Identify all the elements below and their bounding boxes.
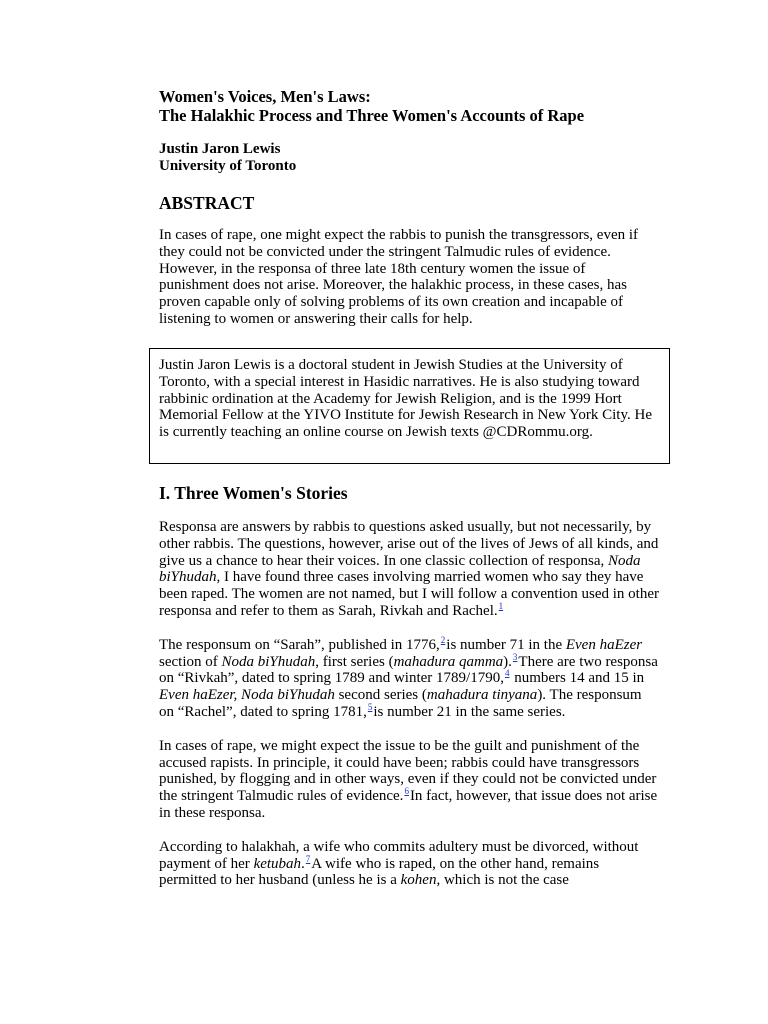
paragraph-4 xyxy=(159,839,659,889)
text: section of xyxy=(159,653,222,670)
footnote-link-6[interactable]: 6 xyxy=(404,786,409,797)
text: numbers 14 and 15 in xyxy=(510,670,645,687)
italic-text: Noda biYhudah xyxy=(221,653,316,670)
footnote-link-7[interactable]: 7 xyxy=(305,853,311,864)
paper-title-line-1: Women's Voices, Men's Laws: xyxy=(159,87,371,106)
author-name: Justin Jaron Lewis xyxy=(159,141,281,157)
text: The responsum on “Sarah”, published in 1776, xyxy=(159,636,440,653)
text: second series ( xyxy=(334,687,427,704)
text: , which is not the case xyxy=(436,872,569,889)
abstract-heading: ABSTRACT xyxy=(159,193,255,213)
italic-text: mahadura qamma xyxy=(393,653,504,670)
text: . xyxy=(301,855,305,872)
section-1 xyxy=(159,483,659,906)
author-affiliation: University of Toronto xyxy=(159,158,297,174)
footnote-link-4[interactable]: 4 xyxy=(504,668,510,679)
author-bio-box xyxy=(149,348,670,464)
section-heading: I. Three Women's Stories xyxy=(159,483,348,503)
text: , I have found three cases involving married women who say they have been raped. The women are not named, but I will follow a convention used in other responsa and refer to them as Sarah, Rivkah and Rachel. xyxy=(159,569,659,619)
paper-title-line-2: The Halakhic Process and Three Women's Accounts of Rape xyxy=(159,105,585,125)
paragraph-3 xyxy=(159,738,659,822)
text: , first series ( xyxy=(315,653,394,670)
footnote-link-3[interactable]: 3 xyxy=(512,651,518,662)
text: A wife who is raped, on the other hand, remains permitted to her husband (unless he is a xyxy=(159,855,600,889)
text: ). The responsum on “Rachel”, dated to spring 1781, xyxy=(159,687,642,720)
abstract-text: In cases of rape, one might expect the rabbis to punish the transgressors, even if they could not be convicted under the stringent Talmudic rules of evidence. However, in the responsa of three late 18th century women the issue of punishment does not arise. Moreover, the halakhic process, in these cases, has proven capable only of solving problems of its own creation and incapable of listening to women or answering their calls for help. xyxy=(159,227,639,327)
italic-text: Noda biYhudah xyxy=(159,552,641,586)
author-block xyxy=(159,141,659,175)
text: ). xyxy=(503,653,512,670)
text: In fact, however, that issue does not arise in these responsa. xyxy=(159,788,658,821)
document-header xyxy=(159,88,659,345)
italic-text: Even haEzer, Noda biYhudah xyxy=(159,687,335,704)
italic-text: mahadura tinyana xyxy=(426,687,538,704)
text: There are two responsa on “Rivkah”, dated to spring 1789 and winter 1789/1790, xyxy=(159,653,658,687)
italic-text: Even haEzer xyxy=(565,636,643,653)
paragraph-1 xyxy=(159,519,659,620)
author-bio-text: Justin Jaron Lewis is a doctoral student in Jewish Studies at the University of Toronto, with a special interest in Hasidic narratives. He is also studying toward rabbinic ordination at the Academy for Jewish Religion, and is the 1999 Hort Memorial Fellow at the YIVO Institute for Jewish Research in New York City. He is currently teaching an online course on Jewish texts @CDRommu.org. xyxy=(159,357,652,441)
text: is number 71 in the xyxy=(446,636,566,653)
paper-title xyxy=(159,88,659,125)
paragraph-2 xyxy=(159,634,659,721)
footnote-link-2[interactable]: 2 xyxy=(440,634,446,645)
text: is number 21 in the same series. xyxy=(373,703,566,720)
footnote-link-1[interactable]: 1 xyxy=(498,600,504,611)
text: In cases of rape, we might expect the issue to be the guilt and punishment of the accused rapists. In principle, it could have been; rabbis could have transgressors punished, by flogging and in other ways, even if they could not be convicted under the stringent Talmudic rules of evidence. xyxy=(159,737,657,805)
footnote-link-5[interactable]: 5 xyxy=(367,701,373,712)
italic-text: kohen xyxy=(400,872,437,889)
text: According to halakhah, a wife who commits adultery must be divorced, without payment of her xyxy=(159,838,639,872)
text: Responsa are answers by rabbis to questions asked usually, but not necessarily, by other rabbis. The questions, however, arise out of the lives of Jews of all kinds, and give us a chance to hear their voices. In one classic collection of responsa, xyxy=(159,519,659,569)
italic-text: ketubah xyxy=(253,855,302,872)
